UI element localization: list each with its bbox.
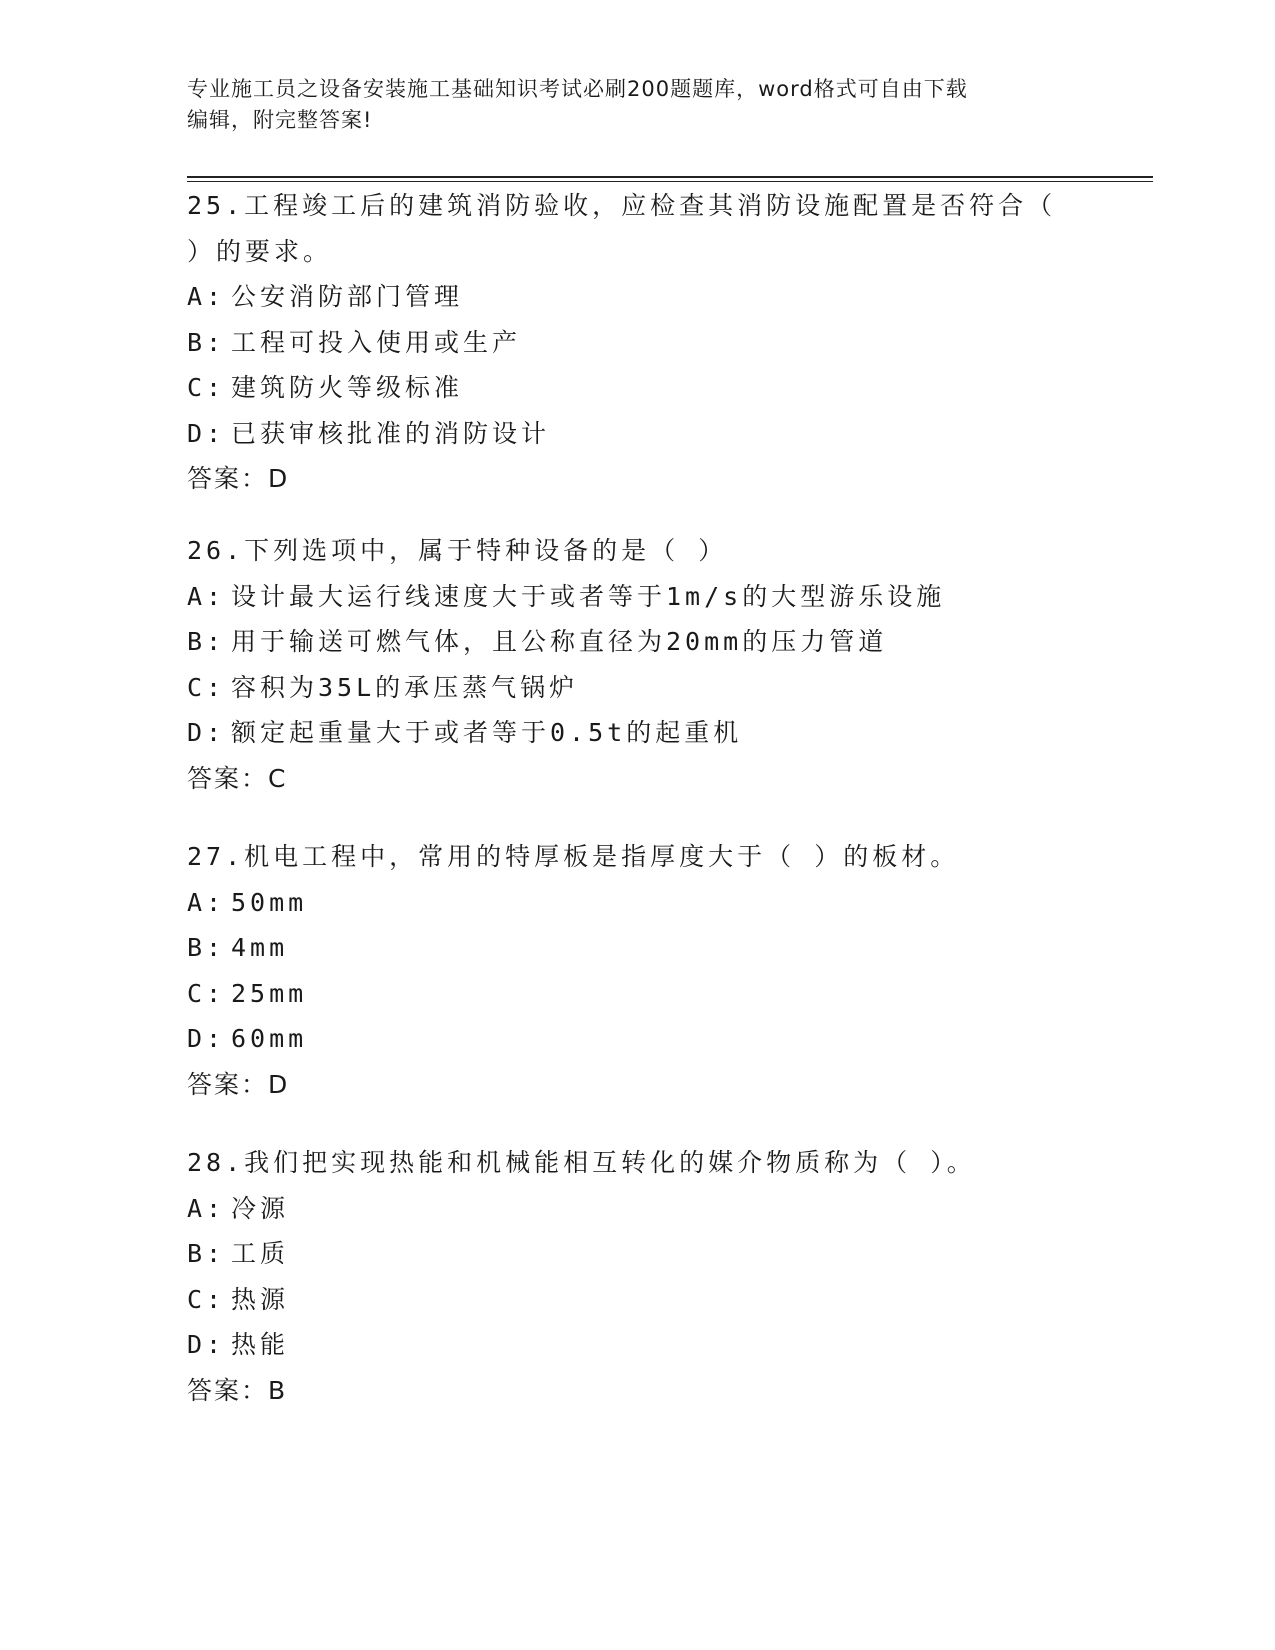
option-text: 建筑防火等级标准 (231, 373, 464, 402)
header-divider-thin (187, 181, 1153, 182)
question-stem: 工程竣工后的建筑消防验收，应检查其消防设施配置是否符合（ ）的要求。 (187, 191, 1057, 266)
option-d (187, 710, 1077, 756)
option-b (187, 1231, 1077, 1277)
option-c (187, 1277, 1077, 1323)
answer-value: B (268, 1375, 288, 1405)
option-text: 25mm (231, 978, 308, 1008)
option-text: 工程可投入使用或生产 (231, 327, 522, 357)
option-c (187, 665, 1077, 711)
answer (187, 456, 1077, 502)
question-stem: 机电工程中，常用的特厚板是指厚度大于（ ）的板材。 (244, 842, 960, 871)
header-line-2: 编辑，附完整答案! (187, 108, 373, 132)
option-text: 工质 (231, 1239, 290, 1268)
option-key: B: (187, 933, 226, 962)
option-key: C: (187, 978, 226, 1008)
document-header (187, 74, 1087, 136)
option-key: C: (187, 1284, 226, 1314)
option-key: B: (187, 327, 226, 357)
option-key: C: (187, 672, 226, 702)
option-key: D: (187, 718, 226, 747)
question-26 (187, 528, 1077, 801)
answer-value: D (268, 464, 290, 493)
option-d (187, 411, 1077, 457)
header-line-1: 专业施工员之设备安装施工基础知识考试必刷200题题库，word格式可自由下载 (187, 77, 968, 101)
option-text: 额定起重量大于或者等于0.5t的起重机 (231, 718, 743, 747)
question-number: 26. (187, 536, 245, 565)
option-a (187, 1186, 1077, 1232)
question-stem: 我们把实现热能和机械能相互转化的媒介物质称为（ ）。 (244, 1148, 976, 1177)
option-a (187, 574, 1077, 620)
answer-value: D (268, 1069, 290, 1099)
option-text: 4mm (231, 933, 289, 962)
option-key: A: (187, 887, 226, 917)
option-b (187, 925, 1077, 971)
option-text: 容积为35L的承压蒸气锅炉 (231, 672, 579, 702)
option-key: C: (187, 373, 226, 402)
question-text (187, 1140, 1077, 1186)
answer (187, 1368, 1077, 1414)
answer-label: 答案： (187, 1375, 269, 1405)
answer (187, 1062, 1077, 1108)
option-key: D: (187, 418, 226, 448)
question-28 (187, 1140, 1077, 1413)
question-text (187, 528, 1077, 574)
answer-label: 答案： (187, 464, 269, 493)
question-25 (187, 183, 1077, 502)
question-stem: 下列选项中，属于特种设备的是（ ） (244, 536, 728, 565)
option-key: D: (187, 1024, 226, 1053)
question-27 (187, 834, 1077, 1107)
option-d (187, 1016, 1077, 1062)
option-key: D: (187, 1330, 226, 1359)
option-a (187, 274, 1077, 320)
option-text: 设计最大运行线速度大于或者等于1m/s的大型游乐设施 (231, 581, 946, 611)
option-c (187, 365, 1077, 411)
option-b (187, 320, 1077, 366)
question-number: 25. (187, 191, 245, 220)
option-key: A: (187, 1193, 226, 1223)
question-text (187, 834, 1077, 880)
answer-label: 答案： (187, 763, 269, 793)
answer-label: 答案： (187, 1069, 269, 1099)
option-text: 热源 (231, 1284, 290, 1314)
question-number: 27. (187, 842, 245, 871)
option-d (187, 1322, 1077, 1368)
option-key: A: (187, 282, 226, 311)
option-key: B: (187, 1239, 226, 1268)
option-text: 已获审核批准的消防设计 (231, 418, 551, 448)
option-c (187, 971, 1077, 1017)
header-divider (187, 176, 1153, 178)
option-key: A: (187, 581, 226, 611)
answer-value: C (268, 763, 288, 793)
option-a (187, 880, 1077, 926)
question-number: 28. (187, 1148, 245, 1177)
option-text: 用于输送可燃气体，且公称直径为20mm的压力管道 (231, 627, 888, 656)
option-text: 热能 (231, 1330, 290, 1359)
option-text: 60mm (231, 1024, 308, 1053)
question-text (187, 183, 1077, 274)
option-text: 冷源 (231, 1193, 290, 1223)
option-text: 公安消防部门管理 (231, 282, 464, 311)
option-b (187, 619, 1077, 665)
option-text: 50mm (231, 887, 308, 917)
option-key: B: (187, 627, 226, 656)
answer (187, 756, 1077, 802)
